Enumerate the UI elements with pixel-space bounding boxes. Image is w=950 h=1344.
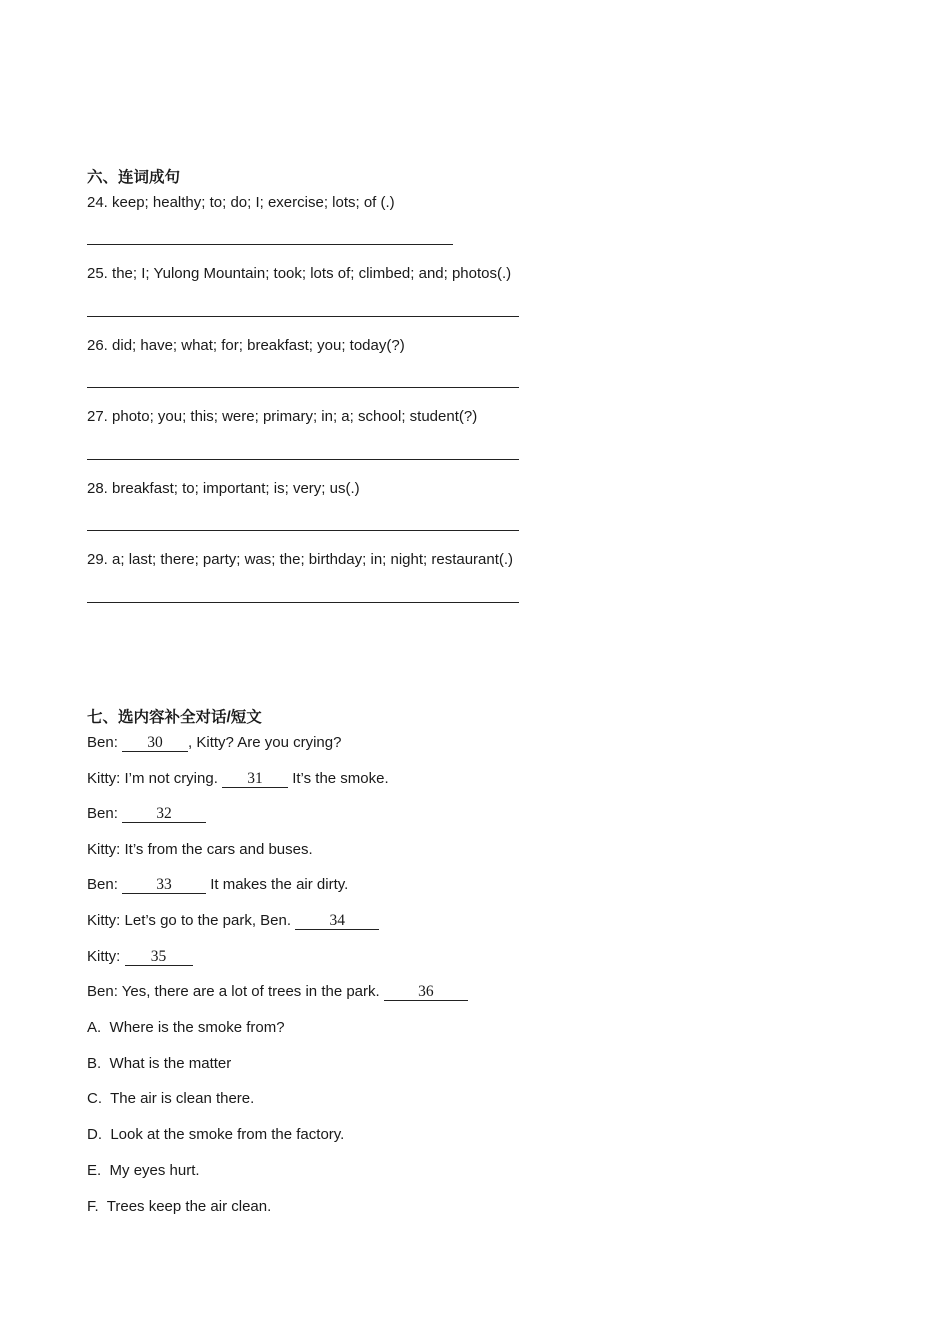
blank-32[interactable]: 32 xyxy=(122,806,206,823)
option-letter: C. xyxy=(87,1090,102,1107)
blank-31[interactable]: 31 xyxy=(222,771,288,788)
question-27 xyxy=(87,407,477,427)
dialogue-line: Ben: 33 It makes the air dirty. xyxy=(87,876,349,893)
answer-line-29[interactable] xyxy=(87,602,519,603)
question-number: 29. xyxy=(87,551,108,568)
question-text: photo; you; this; were; primary; in; a; school; student(?) xyxy=(112,408,478,425)
option-letter: D. xyxy=(87,1126,102,1143)
dialogue-line: Kitty: 35 xyxy=(87,947,193,967)
question-number: 24. xyxy=(87,194,108,211)
answer-line-25[interactable] xyxy=(87,316,519,317)
question-24 xyxy=(87,193,395,213)
dialogue-line: Ben: 32 xyxy=(87,804,206,824)
question-text: a; last; there; party; was; the; birthday; in; night; restaurant(.) xyxy=(112,551,514,568)
option-c xyxy=(87,1089,254,1109)
option-text: The air is clean there. xyxy=(110,1090,255,1107)
option-letter: A. xyxy=(87,1019,102,1036)
answer-line-27[interactable] xyxy=(87,459,519,460)
question-number: 26. xyxy=(87,337,108,354)
question-text: the; I; Yulong Mountain; took; lots of; climbed; and; photos(.) xyxy=(112,265,512,282)
question-text: breakfast; to; important; is; very; us(.) xyxy=(112,480,360,497)
option-e xyxy=(87,1161,200,1181)
dialogue-line: Kitty: I’m not crying. 31 It’s the smoke. xyxy=(87,770,389,787)
option-text: Look at the smoke from the factory. xyxy=(110,1126,345,1143)
option-d xyxy=(87,1125,344,1145)
question-number: 25. xyxy=(87,265,108,282)
dialogue-line: Kitty: It’s from the cars and buses. xyxy=(87,841,313,858)
question-text: did; have; what; for; breakfast; you; today(?) xyxy=(112,337,405,354)
question-26 xyxy=(87,336,405,356)
answer-line-24[interactable] xyxy=(87,244,453,245)
option-text: What is the matter xyxy=(109,1055,232,1072)
option-a xyxy=(87,1018,285,1038)
option-f xyxy=(87,1197,271,1217)
section-7-heading: 七、选内容补全对话/短文 xyxy=(87,709,262,726)
blank-34[interactable]: 34 xyxy=(295,913,379,930)
option-text: My eyes hurt. xyxy=(109,1162,200,1179)
question-28 xyxy=(87,479,360,499)
question-number: 27. xyxy=(87,408,108,425)
answer-line-26[interactable] xyxy=(87,387,519,388)
blank-36[interactable]: 36 xyxy=(384,984,468,1001)
option-letter: B. xyxy=(87,1055,102,1072)
answer-line-28[interactable] xyxy=(87,530,519,531)
option-text: Where is the smoke from? xyxy=(109,1019,285,1036)
option-letter: F. xyxy=(87,1198,99,1215)
option-letter: E. xyxy=(87,1162,102,1179)
dialogue-line: Kitty: Let’s go to the park, Ben. 34 xyxy=(87,911,379,931)
dialogue-line: Ben: Yes, there are a lot of trees in the park. 36 xyxy=(87,982,468,1002)
question-number: 28. xyxy=(87,480,108,497)
blank-30[interactable]: 30 xyxy=(122,735,188,752)
section-6-heading: 六、连词成句 xyxy=(87,169,181,186)
question-text: keep; healthy; to; do; I; exercise; lots; of (.) xyxy=(112,194,395,211)
blank-35[interactable]: 35 xyxy=(125,949,193,966)
question-29 xyxy=(87,550,513,570)
question-25 xyxy=(87,264,511,284)
option-b xyxy=(87,1054,231,1074)
dialogue-line: Ben: 30 , Kitty? Are you crying? xyxy=(87,734,342,751)
option-text: Trees keep the air clean. xyxy=(106,1198,272,1215)
blank-33[interactable]: 33 xyxy=(122,877,206,894)
